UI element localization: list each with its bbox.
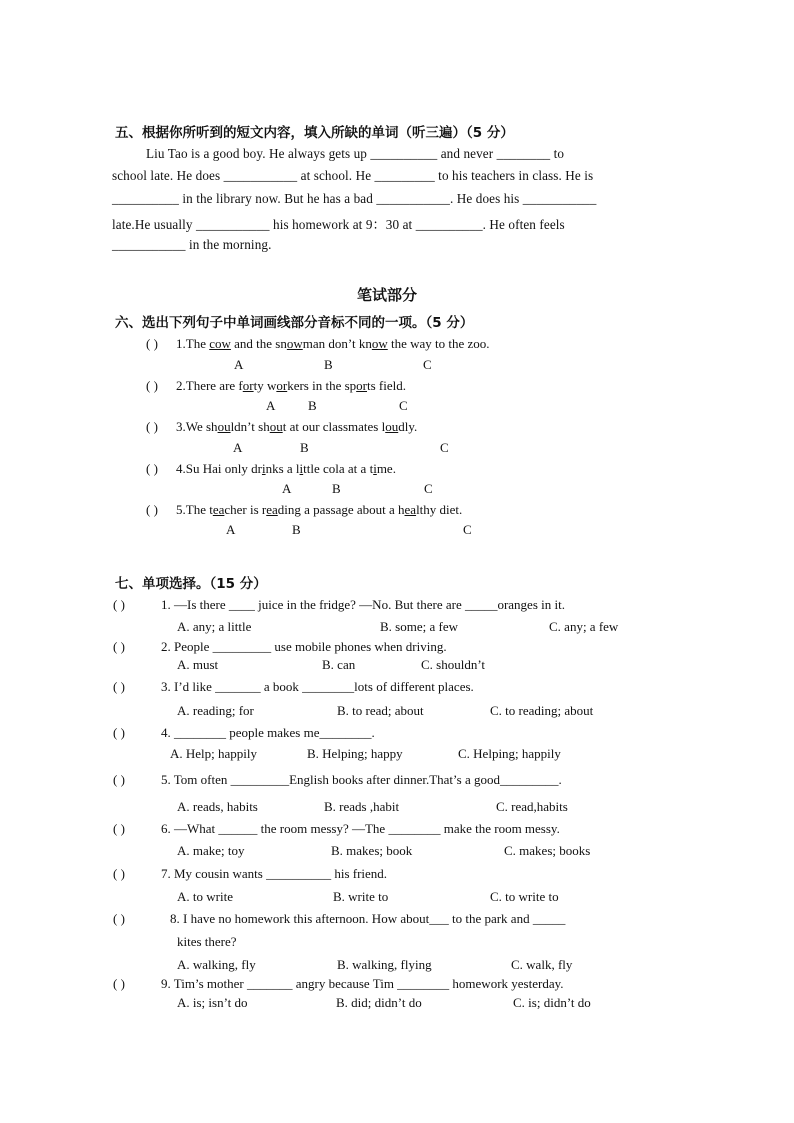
option-b[interactable]: B. did; didn’t do xyxy=(336,995,422,1010)
option-c[interactable]: C. makes; books xyxy=(504,843,591,858)
answer-paren[interactable]: ( ) xyxy=(113,976,125,991)
mcq-question-3: 3. I’d like _______ a book ________lots of different places. xyxy=(161,679,474,694)
answer-paren[interactable]: ( ) xyxy=(146,502,158,517)
answer-paren[interactable]: ( ) xyxy=(146,378,158,393)
label-b: B xyxy=(332,481,341,496)
section5-line-4: late.He usually ___________ his homework at 9：30 at __________. He often feels xyxy=(112,217,565,232)
section7-heading: 七、单项选择。（15 分） xyxy=(115,576,267,592)
answer-paren[interactable]: ( ) xyxy=(146,419,158,434)
option-a[interactable]: A. is; isn’t do xyxy=(177,995,248,1010)
option-c[interactable]: C. Helping; happily xyxy=(458,746,561,761)
answer-paren[interactable]: ( ) xyxy=(146,336,158,351)
option-c[interactable]: C. walk, fly xyxy=(511,957,573,972)
mcq-question-7: 7. My cousin wants __________ his friend. xyxy=(161,866,388,881)
option-b[interactable]: B. some; a few xyxy=(380,619,458,634)
underlined-part-a: or xyxy=(242,378,254,393)
mcq-question-8: 8. I have no homework this afternoon. How about___ to the park and _____ xyxy=(170,911,566,926)
label-b: B xyxy=(308,398,317,413)
option-b[interactable]: B. to read; about xyxy=(337,703,424,718)
underlined-part-c: ea xyxy=(404,502,417,517)
option-b[interactable]: B. can xyxy=(322,657,356,672)
mcq-question-4: 4. ________ people makes me________. xyxy=(161,725,375,740)
option-b[interactable]: B. makes; book xyxy=(331,843,413,858)
option-a[interactable]: A. Help; happily xyxy=(170,746,258,761)
option-b[interactable]: B. write to xyxy=(333,889,389,904)
option-a[interactable]: A. to write xyxy=(177,889,233,904)
answer-paren[interactable]: ( ) xyxy=(113,597,125,612)
option-c[interactable]: C. any; a few xyxy=(549,619,619,634)
answer-paren[interactable]: ( ) xyxy=(113,772,125,787)
phonetic-question-2: 2.There are forty workers in the sports field. xyxy=(176,378,407,393)
label-b: B xyxy=(324,357,333,372)
option-a[interactable]: A. reading; for xyxy=(177,703,254,718)
answer-paren[interactable]: ( ) xyxy=(146,461,158,476)
underlined-part-a: i xyxy=(261,461,266,476)
underlined-part-b: ea xyxy=(266,502,278,517)
mcq-question-9: 9. Tim’s mother _______ angry because Tim ________ homework yesterday. xyxy=(161,976,564,991)
mcq-question-6: 6. —What ______ the room messy? —The ________ make the room messy. xyxy=(161,821,560,836)
label-c: C xyxy=(399,398,408,413)
label-a: A xyxy=(226,522,236,537)
phonetic-question-5: 5.The teacher is reading a passage about a healthy diet. xyxy=(176,502,463,517)
label-c: C xyxy=(440,440,449,455)
option-b[interactable]: B. reads ,habit xyxy=(324,799,400,814)
option-c[interactable]: C. shouldn’t xyxy=(421,657,486,672)
underlined-part-c: ow xyxy=(371,336,388,351)
option-c[interactable]: C. is; didn’t do xyxy=(513,995,591,1010)
answer-paren[interactable]: ( ) xyxy=(113,821,125,836)
section5-heading: 五、根据你所听到的短文内容，填入所缺的单词（听三遍）（5 分） xyxy=(115,125,514,141)
label-a: A xyxy=(282,481,292,496)
phonetic-question-1: 1.The cow and the snowman don’t know the way to the zoo. xyxy=(176,336,490,351)
label-a: A xyxy=(233,440,243,455)
mcq-question-8-cont: kites there? xyxy=(177,934,237,949)
underlined-part-b: i xyxy=(299,461,304,476)
label-a: A xyxy=(234,357,244,372)
section5-line-5: ___________ in the morning. xyxy=(112,237,272,252)
answer-paren[interactable]: ( ) xyxy=(113,866,125,881)
underlined-part-a: ou xyxy=(217,419,231,434)
underlined-part-a: cow xyxy=(209,336,231,351)
label-b: B xyxy=(292,522,301,537)
option-c[interactable]: C. to reading; about xyxy=(490,703,594,718)
section6-heading: 六、选出下列句子中单词画线部分音标不同的一项。（5 分） xyxy=(115,315,474,331)
underlined-part-b: ou xyxy=(269,419,283,434)
section5-line-2: school late. He does ___________ at school. He _________ to his teachers in class. He is xyxy=(112,168,594,183)
underlined-part-b: or xyxy=(276,378,288,393)
option-c[interactable]: C. read,habits xyxy=(496,799,568,814)
option-a[interactable]: A. reads, habits xyxy=(177,799,258,814)
underlined-part-c: ou xyxy=(385,419,399,434)
option-c[interactable]: C. to write to xyxy=(490,889,559,904)
answer-paren[interactable]: ( ) xyxy=(113,679,125,694)
underlined-part-a: ea xyxy=(212,502,225,517)
written-part-title: 笔试部分 xyxy=(357,286,418,304)
label-b: B xyxy=(300,440,309,455)
option-a[interactable]: A. must xyxy=(177,657,219,672)
label-c: C xyxy=(463,522,472,537)
label-c: C xyxy=(423,357,432,372)
answer-paren[interactable]: ( ) xyxy=(113,639,125,654)
answer-paren[interactable]: ( ) xyxy=(113,911,125,926)
underlined-part-c: or xyxy=(356,378,368,393)
mcq-question-2: 2. People _________ use mobile phones when driving. xyxy=(161,639,447,654)
underlined-part-c: i xyxy=(373,461,377,476)
mcq-question-5: 5. Tom often _________English books after dinner.That’s a good_________. xyxy=(161,772,562,787)
phonetic-question-4: 4.Su Hai only drinks a little cola at a time. xyxy=(176,461,396,476)
option-b[interactable]: B. Helping; happy xyxy=(307,746,403,761)
answer-paren[interactable]: ( ) xyxy=(113,725,125,740)
mcq-question-1: 1. —Is there ____ juice in the fridge? —No. But there are _____oranges in it. xyxy=(161,597,565,612)
phonetic-question-3: 3.We shouldn’t shout at our classmates loudly. xyxy=(176,419,418,434)
label-c: C xyxy=(424,481,433,496)
option-a[interactable]: A. any; a little xyxy=(177,619,252,634)
section5-line-3: __________ in the library now. But he has a bad ___________. He does his ___________ xyxy=(112,191,597,206)
section5-line-1: Liu Tao is a good boy. He always gets up __________ and never ________ to xyxy=(146,146,565,161)
underlined-part-b: ow xyxy=(286,336,303,351)
label-a: A xyxy=(266,398,276,413)
option-a[interactable]: A. make; toy xyxy=(177,843,245,858)
option-b[interactable]: B. walking, flying xyxy=(337,957,432,972)
option-a[interactable]: A. walking, fly xyxy=(177,957,256,972)
